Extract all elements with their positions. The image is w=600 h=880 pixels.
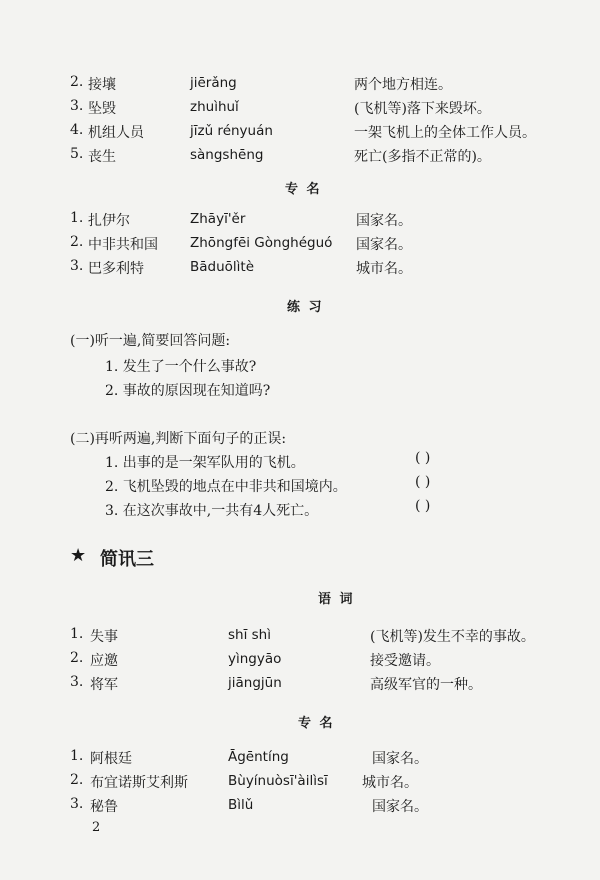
pinyin: Bùyínuòsī'àilìsī <box>228 773 328 789</box>
item-number: 1. <box>70 748 84 764</box>
definition: 国家名。 <box>372 751 428 767</box>
exercise-1-question: 1. 发生了一个什么事故? <box>105 359 257 375</box>
item-number: 2. <box>70 234 84 250</box>
item-number: 3. <box>70 796 84 812</box>
term: 失事 <box>90 629 118 645</box>
pinyin: zhuìhuǐ <box>190 99 239 115</box>
definition: (飞机等)落下来毁坏。 <box>354 101 491 117</box>
definition: 一架飞机上的全体工作人员。 <box>354 125 536 141</box>
item-number: 3. <box>70 674 84 690</box>
exercise-2-statement: 2. 飞机坠毁的地点在中非共和国境内。 <box>105 479 347 495</box>
term: 布宜诺斯艾利斯 <box>90 775 188 791</box>
definition: 两个地方相连。 <box>354 77 452 93</box>
definition: (飞机等)发生不幸的事故。 <box>370 629 535 645</box>
definition: 高级军官的一种。 <box>370 677 482 693</box>
answer-blank[interactable]: ( ) <box>415 498 431 514</box>
term: 机组人员 <box>88 125 144 141</box>
exercise-2-statement: 1. 出事的是一架军队用的飞机。 <box>105 455 305 471</box>
term: 秘鲁 <box>90 799 118 815</box>
term: 丧生 <box>88 149 116 165</box>
section-heading-vocab: 语 词 <box>318 592 355 607</box>
term: 将军 <box>90 677 118 693</box>
pinyin: jiāngjūn <box>228 675 282 691</box>
item-number: 1. <box>70 210 84 226</box>
exercise-1-question: 2. 事故的原因现在知道吗? <box>105 383 271 399</box>
item-number: 3. <box>70 98 84 114</box>
pinyin: Bāduōlìtè <box>190 259 255 275</box>
pinyin: jiērǎng <box>190 75 237 91</box>
pinyin: Zhōngfēi Gònghéguó <box>190 235 333 251</box>
answer-blank[interactable]: ( ) <box>415 474 431 490</box>
pinyin: sàngshēng <box>190 147 264 163</box>
pinyin: Zhāyī'ěr <box>190 211 246 227</box>
definition: 死亡(多指不正常的)。 <box>354 149 491 165</box>
term: 阿根廷 <box>90 751 132 767</box>
section-heading-proper-names: 专 名 <box>298 716 335 731</box>
item-number: 5. <box>70 146 84 162</box>
exercise-2-statement: 3. 在这次事故中,一共有4人死亡。 <box>105 503 319 519</box>
item-number: 2. <box>70 772 84 788</box>
page-number: 2 <box>92 820 101 835</box>
definition: 接受邀请。 <box>370 653 440 669</box>
term: 坠毁 <box>88 101 116 117</box>
star-icon: ★ <box>70 545 87 566</box>
term: 应邀 <box>90 653 118 669</box>
term: 巴多利特 <box>88 261 144 277</box>
section-heading-exercises: 练 习 <box>287 300 324 315</box>
pinyin: Āgēntíng <box>228 749 289 765</box>
term: 扎伊尔 <box>88 213 130 229</box>
term: 中非共和国 <box>88 237 158 253</box>
item-number: 2. <box>70 74 84 90</box>
definition: 国家名。 <box>356 213 412 229</box>
definition: 国家名。 <box>356 237 412 253</box>
term: 接壤 <box>88 77 116 93</box>
definition: 国家名。 <box>372 799 428 815</box>
definition: 城市名。 <box>362 775 418 791</box>
definition: 城市名。 <box>356 261 412 277</box>
item-number: 2. <box>70 650 84 666</box>
section-title: 简讯三 <box>100 549 154 570</box>
item-number: 1. <box>70 626 84 642</box>
item-number: 3. <box>70 258 84 274</box>
answer-blank[interactable]: ( ) <box>415 450 431 466</box>
pinyin: shī shì <box>228 627 271 643</box>
exercise-1-instruction: (一)听一遍,简要回答问题: <box>70 333 231 349</box>
section-heading-proper-names: 专 名 <box>285 182 322 197</box>
exercise-2-instruction: (二)再听两遍,判断下面句子的正误: <box>70 431 287 447</box>
item-number: 4. <box>70 122 84 138</box>
pinyin: yìngyāo <box>228 651 282 667</box>
pinyin: Bìlǔ <box>228 797 254 813</box>
pinyin: jīzǔ rényuán <box>190 123 273 139</box>
